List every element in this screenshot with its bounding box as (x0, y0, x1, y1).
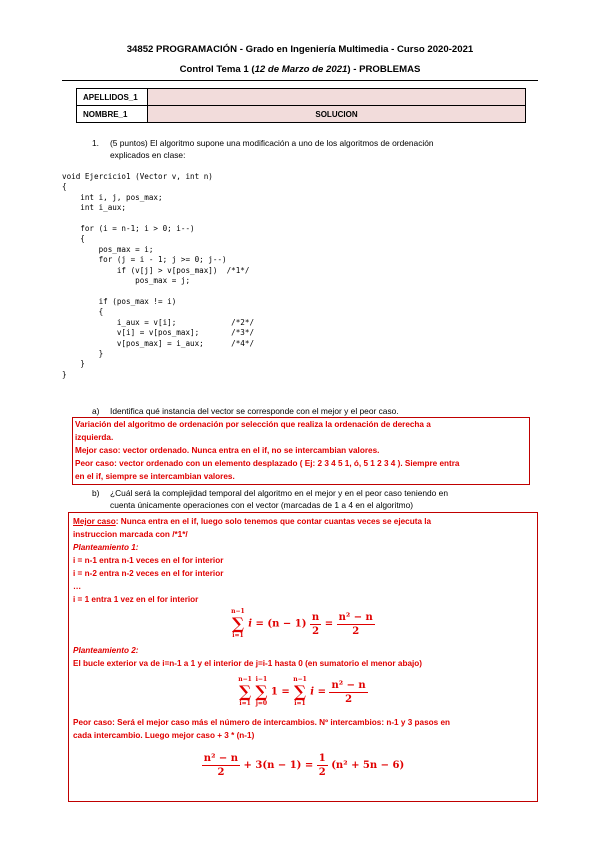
peor-caso-text1: Peor caso: Será el mejor caso más el número de intercambios. Nº intercambios: n-1 y 3 pasos en (73, 718, 451, 727)
iteration-row-2: i = n-2 entra n-2 veces en el for interior (73, 569, 224, 578)
formula-1: n−1 ∑ i=1 i = (n − 1) $\frac{n}{2}$ = $\frac{\text{n² − n}}{2}$ (231, 608, 373, 639)
planteamiento2-title: Planteamiento 2 (73, 646, 136, 655)
answer-a-line4: Peor caso: vector ordenado con un elemento desplazado ( Ej: 2 3 4 5 1, ó, 5 1 2 3 4 ). Siempre entra (75, 459, 460, 468)
part-b-question-line1: ¿Cuál será la complejidad temporal del algoritmo en el mejor y en el peor caso teniendo en (110, 488, 448, 498)
part-a-question: Identifica qué instancia del vector se corresponde con el mejor y el peor caso. (110, 406, 399, 416)
part-b-question-line2: cuenta únicamente operaciones con el vector (marcadas de 1 a 4 en el algoritmo) (110, 500, 414, 510)
sum-symbol-2b: i−1 ∑ j=0 (255, 676, 268, 707)
question1-number: 1. (92, 138, 99, 148)
answer-a-line5: en el if, siempre se intercambian valores. (75, 472, 235, 481)
student-id-table (76, 88, 526, 123)
planteamiento2-colon: : (135, 646, 139, 655)
code-listing: void Ejercicio1 (Vector v, int n) { int i, j, pos_max; int i_aux; for (i = n-1; i > 0; i--) { pos_max = i; for (j = i - 1; j >= 0; j--) if (v[j] > v[pos_max]) /*1*/ pos_max = j; if (pos_max != i) { i_aux = v[i]; /*2*/ v[i] = v[pos_max]; /*3*/ v[pos_max] = i_aux; /*4*/ } } } (62, 172, 255, 379)
course-title: 34852 PROGRAMACIÓN - Grado en Ingeniería Multimedia - Curso 2020-2021 (126, 44, 474, 55)
exam-title (0, 64, 600, 75)
planteamiento1-heading (73, 541, 533, 554)
mejor-caso-intro (73, 515, 533, 528)
answer-a-line3: Mejor caso: vector ordenado. Nunca entra en el if, no se intercambian valores. (75, 446, 380, 455)
apellidos-label: APELLIDOS_1 (77, 89, 148, 106)
question1-line1: (5 puntos) El algoritmo supone una modificación a uno de los algoritmos de ordenación (110, 138, 434, 148)
formula-3: $\frac{\text{n² − n}}{2}$ + 3(n − 1) = $\frac{1}{2}$ (n² + 5n − 6) (203, 753, 405, 778)
answer-a-line1: Variación del algoritmo de ordenación por selección que realiza la ordenación de derecha a (75, 420, 431, 429)
apellidos-field[interactable] (148, 89, 526, 106)
nombre-field[interactable]: SOLUCION (148, 106, 526, 123)
iteration-dots: … (73, 582, 82, 591)
sum-symbol-2c: n−1 ∑ i=1 (293, 676, 307, 707)
formula-2: n−1 ∑ i=1 i−1 ∑ j=0 1 = n−1 ∑ i=1 i = $\frac{\text{n² − n}}{2}$ (238, 676, 366, 707)
peor-caso-text2: cada intercambio. Luego mejor caso + 3 * (n-1) (73, 731, 255, 740)
question1-line2: explicados en clase: (110, 150, 186, 160)
iteration-row-1: i = n-1 entra n-1 veces en el for interior (73, 556, 224, 565)
sum-symbol-2a: n−1 ∑ i=1 (238, 676, 252, 707)
sum-symbol-1: n−1 ∑ i=1 (231, 608, 245, 639)
exam-title-suffix: ) - PROBLEMAS (347, 64, 421, 75)
header-divider (62, 80, 538, 81)
planteamiento2-heading (73, 644, 533, 657)
answer-b-box (68, 512, 538, 802)
mejor-caso-text1: : Nunca entra en el if, luego solo tenemos que contar cuantas veces se ejecuta la (115, 517, 432, 526)
planteamiento2-text: El bucle exterior va de i=n-1 a 1 y el interior de j=i-1 hasta 0 (en sumatorio el menor abajo) (73, 659, 422, 668)
answer-a-line2: izquierda. (75, 433, 114, 442)
part-a-label: a) (92, 406, 100, 416)
part-b-label: b) (92, 488, 100, 498)
nombre-label: NOMBRE_1 (77, 106, 148, 123)
planteamiento1-colon: : (135, 543, 139, 552)
mejor-caso-text2: instruccion marcada con /*1*/ (73, 530, 188, 539)
mejor-caso-title: Mejor caso (73, 517, 116, 526)
iteration-row-3: i = 1 entra 1 vez en el for interior (73, 595, 199, 604)
exam-date: 12 de Marzo de 2021 (254, 64, 348, 75)
exam-title-prefix: Control Tema 1 ( (179, 64, 255, 75)
planteamiento1-title: Planteamiento 1 (73, 543, 136, 552)
answer-a-box (72, 417, 530, 485)
